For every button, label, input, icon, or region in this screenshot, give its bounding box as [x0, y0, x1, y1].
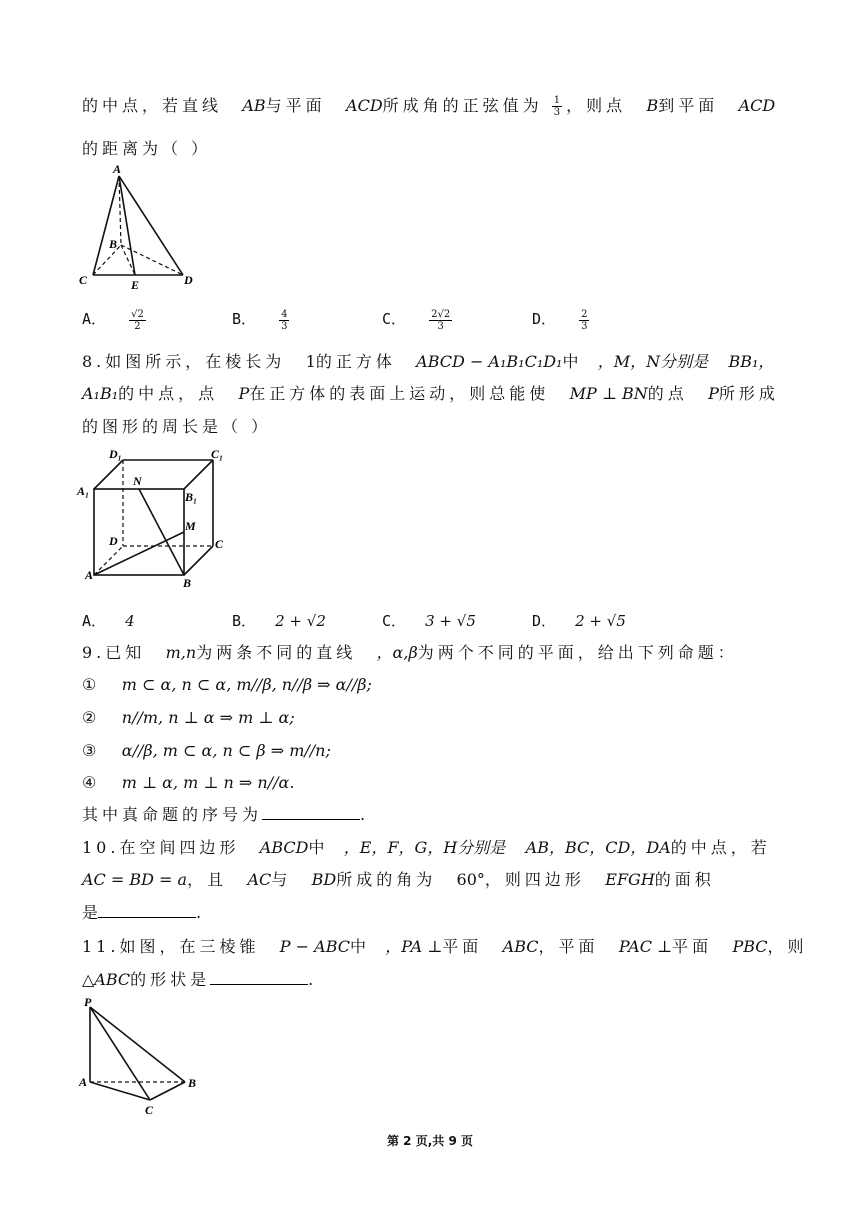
q8-line-2: A₁B₁的中点，点 P在正方体的表面上运动，则总能使 MP ⊥ BN的点 P所形成 — [82, 384, 779, 403]
q7-sin-fraction: $\frac{1}{3}$ — [553, 95, 561, 118]
q8-label-d1: D₁ — [109, 447, 122, 461]
q11-answer-blank[interactable] — [210, 970, 308, 985]
q10-line-3: 是 . — [82, 903, 202, 922]
q10-answer-blank[interactable] — [98, 903, 196, 918]
q7-label-c: C — [79, 273, 88, 287]
q7-option-c[interactable]: C． $\frac{2√2}{3}$ — [382, 308, 451, 332]
q9-ask: 其中真命题的序号为 . — [82, 805, 366, 824]
q8-option-a[interactable]: A． 4 — [82, 612, 135, 630]
q9-prop-2: ② n//m, n ⊥ α ⇒ m ⊥ α; — [82, 708, 295, 727]
q9-prop-4: ④ m ⊥ α, m ⊥ n ⇒ n//α. — [82, 773, 295, 792]
q8-label-c: C — [215, 537, 224, 551]
q8-label-m: M — [185, 519, 196, 533]
q7-line-2: 的距离为（ ） — [82, 139, 212, 158]
q11-line-2: △ABC的形状是 . — [82, 970, 314, 989]
q7-line-1: 的中点，若直线 AB与平面 ACD所成角的正弦值为 $\frac{1}{3}$ ，则点 B到平面 ACD — [82, 95, 776, 118]
q8-label-n: N — [133, 474, 142, 488]
q7-label-a: A — [113, 162, 122, 176]
q11-label-c: C — [145, 1103, 154, 1117]
q8-label-b: B — [183, 576, 192, 590]
q7-tetrahedron-figure — [75, 162, 200, 292]
q8-line-1: 8.如图所示，在棱长为 1的正方体 ABCD − A₁B₁C₁D₁中 ，M，N分别是 BB₁， — [82, 352, 775, 371]
q10-line-2: AC = BD = a，且 AC与 BD所成的角为 60°，则四边形 EFGH的面积 — [82, 870, 715, 889]
q11-label-b: B — [188, 1076, 197, 1090]
page-number-footer: 第 2 页,共 9 页 — [387, 1134, 473, 1148]
q8-label-b1: B₁ — [185, 490, 198, 504]
q11-label-a: A — [79, 1075, 88, 1089]
q8-cube-figure — [75, 445, 240, 590]
q7-option-a[interactable]: A． $\frac{√2}{2}$ — [82, 308, 144, 332]
q7-label-b: B — [109, 237, 118, 251]
q9-line-1: 9.已知 m,n为两条不同的直线 ，α,β为两个不同的平面，给出下列命题： — [82, 643, 738, 662]
q8-option-b[interactable]: B． 2 + √2 — [232, 612, 326, 630]
q7-label-e: E — [131, 278, 140, 292]
q8-label-a1: A₁ — [77, 484, 90, 498]
q11-label-p: P — [84, 995, 92, 1009]
q10-line-1: 10.在空间四边形 ABCD中 ，E，F，G，H分别是 AB，BC，CD，DA的中点，若 — [82, 838, 771, 857]
q9-prop-3: ③ α//β, m ⊂ α, n ⊂ β ⇒ m//n; — [82, 741, 331, 760]
q11-line-1: 11.如图，在三棱锥 P − ABC中 ，PA ⊥平面 ABC，平面 PAC ⊥平面 PBC，则 — [82, 937, 808, 956]
q9-prop-1: ① m ⊂ α, n ⊂ α, m//β, n//β ⇒ α//β; — [82, 675, 372, 694]
q7-option-b[interactable]: B． $\frac{4}{3}$ — [232, 308, 288, 332]
q8-line-3: 的图形的周长是（ ） — [82, 417, 272, 436]
q8-label-a: A — [85, 568, 94, 582]
q8-option-d[interactable]: D． 2 + √5 — [532, 612, 626, 630]
q8-label-c1: C₁ — [211, 447, 224, 461]
q7-label-d: D — [184, 273, 193, 287]
q7-option-d[interactable]: D． $\frac{2}{3}$ — [532, 308, 588, 332]
q8-label-d: D — [109, 534, 118, 548]
q9-answer-blank[interactable] — [262, 805, 360, 820]
q8-option-c[interactable]: C． 3 + √5 — [382, 612, 476, 630]
q11-pyramid-figure — [75, 995, 210, 1120]
